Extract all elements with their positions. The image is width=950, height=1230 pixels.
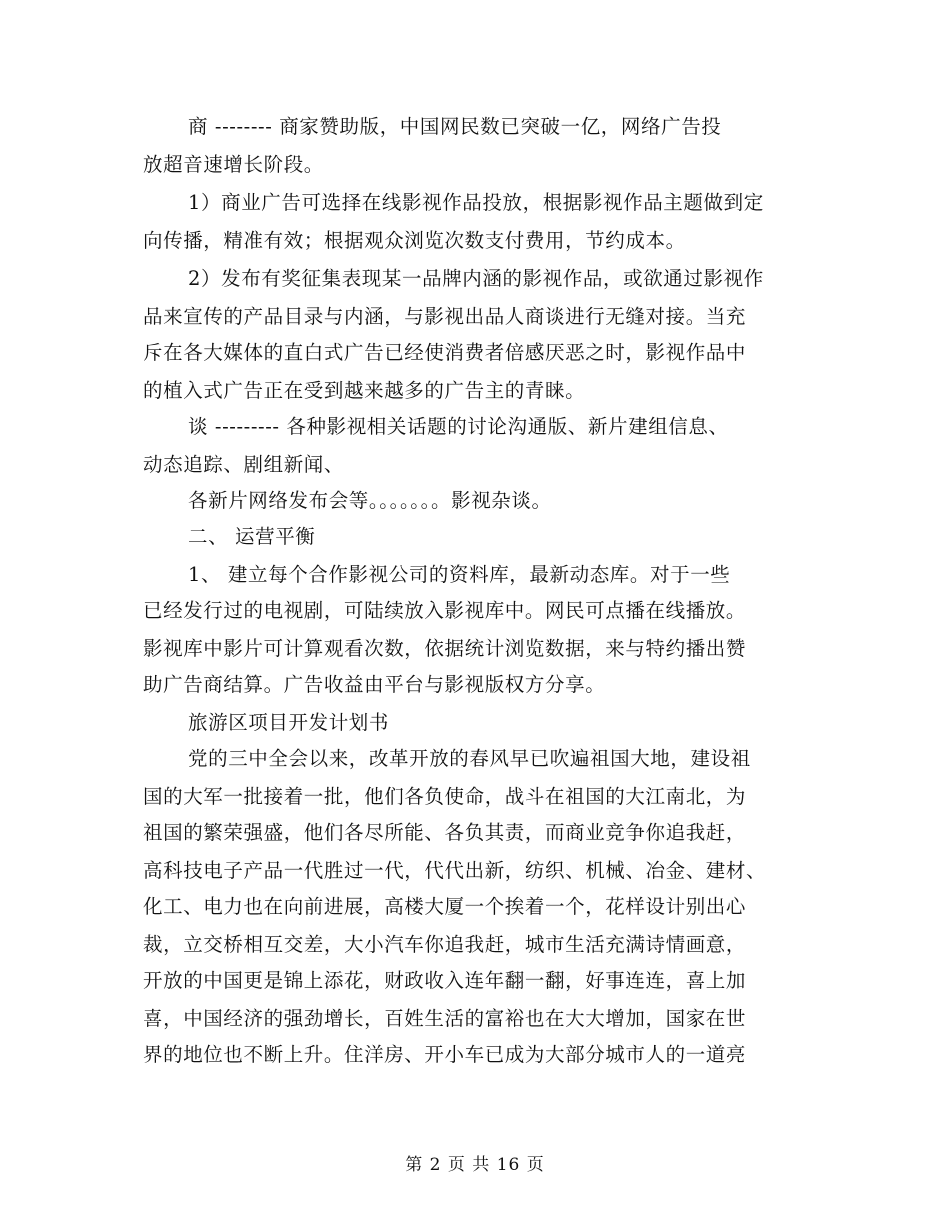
text-line: 界的地位也不断上升。住洋房、开小车已成为大部分城市人的一道亮 xyxy=(143,1043,747,1066)
text-line: 裁，立交桥相互交差，大小汽车你追我赶，城市生活充满诗情画意， xyxy=(143,933,747,956)
text-line: 斥在各大媒体的直白式广告已经使消费者倍感厌恶之时，影视作品中 xyxy=(143,341,747,364)
text-line: 党的三中全会以来，改革开放的春风早已吹遍祖国大地，建设祖 xyxy=(188,747,751,770)
text-line: 动态追踪、剧组新闻、 xyxy=(143,453,345,476)
text-line: 向传播，精准有效；根据观众浏览次数支付费用，节约成本。 xyxy=(143,229,686,252)
text-line: 谈 --------- 各种影视相关话题的讨论沟通版、新片建组信息、 xyxy=(188,415,729,438)
section-title: 旅游区项目开发计划书 xyxy=(188,711,390,734)
text-line: 商 -------- 商家赞助版，中国网民数已突破一亿，网络广告投 xyxy=(188,115,722,138)
text-line: 高科技电子产品一代胜过一代，代代出新，纺织、机械、冶金、建材、 xyxy=(143,859,767,882)
text-line: 2）发布有奖征集表现某一品牌内涵的影视作品，或欲通过影视作 xyxy=(188,267,764,290)
text-line: 1、 建立每个合作影视公司的资料库，最新动态库。对于一些 xyxy=(188,563,731,586)
text-line: 品来宣传的产品目录与内涵，与影视出品人商谈进行无缝对接。当充 xyxy=(143,305,747,328)
text-line: 的植入式广告正在受到越来越多的广告主的青睐。 xyxy=(143,379,586,402)
text-line: 祖国的繁荣强盛，他们各尽所能、各负其责，而商业竞争你追我赶， xyxy=(143,821,747,844)
page-number-footer: 第 2 页 共 16 页 xyxy=(405,1155,545,1175)
text-line: 喜，中国经济的强劲增长，百姓生活的富裕也在大大增加，国家在世 xyxy=(143,1007,747,1030)
text-line: 开放的中国更是锦上添花，财政收入连年翻一翻，好事连连，喜上加 xyxy=(143,969,747,992)
text-line: 国的大军一批接着一批，他们各负使命，战斗在祖国的大江南北，为 xyxy=(143,785,747,808)
text-line: 已经发行过的电视剧，可陆续放入影视库中。网民可点播在线播放。 xyxy=(143,599,747,622)
text-line: 1）商业广告可选择在线影视作品投放，根据影视作品主题做到定 xyxy=(188,191,764,214)
text-line: 放超音速增长阶段。 xyxy=(143,153,324,176)
text-line: 化工、电力也在向前进展，高楼大厦一个挨着一个，花样设计别出心 xyxy=(143,895,747,918)
text-line: 影视库中影片可计算观看次数，依据统计浏览数据，来与特约播出赞 xyxy=(143,637,747,660)
text-line: 助广告商结算。广告收益由平台与影视版权方分享。 xyxy=(143,673,606,696)
text-line: 各新片网络发布会等。。。。。。。影视杂谈。 xyxy=(188,489,552,512)
section-heading: 二、 运营平衡 xyxy=(188,525,316,548)
